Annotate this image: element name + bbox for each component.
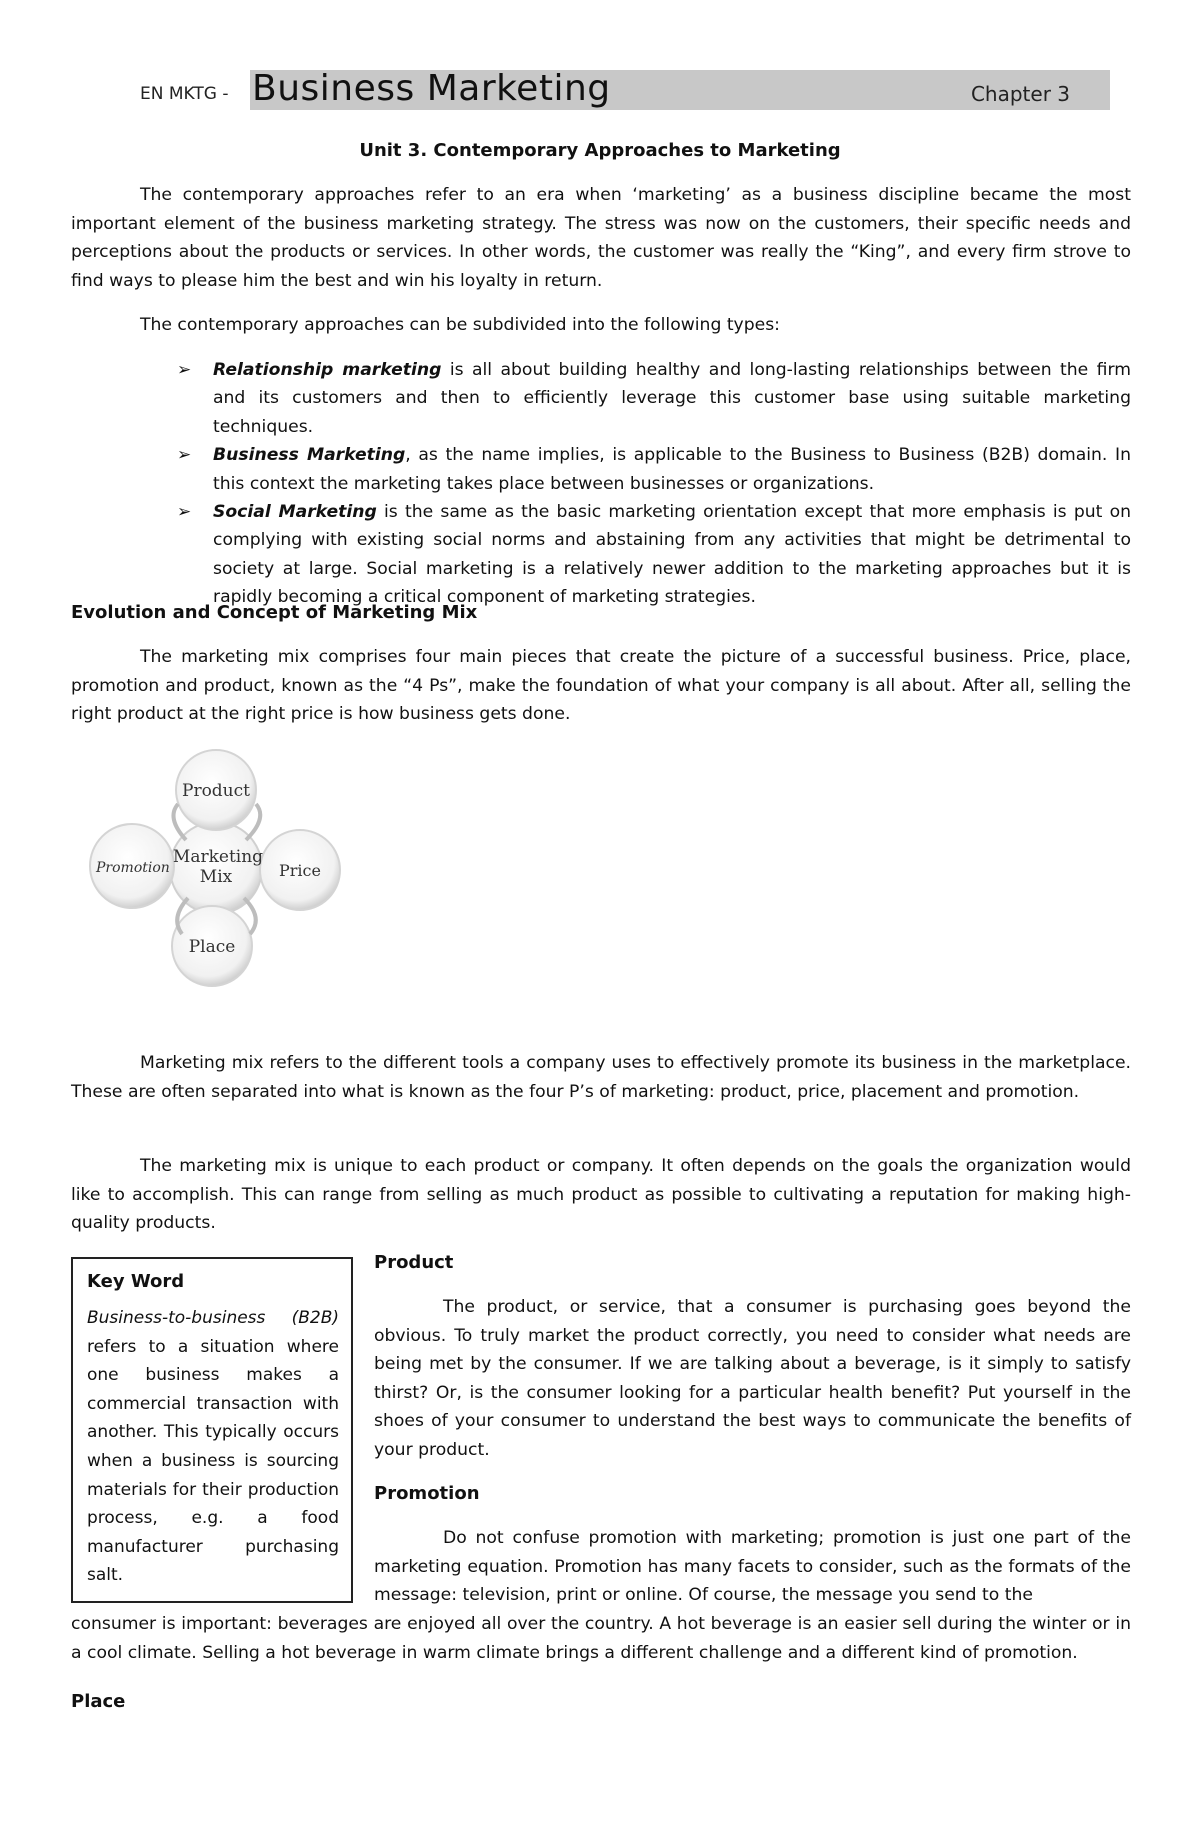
- approach-list: [177, 356, 1131, 612]
- page-title: Business Marketing: [252, 68, 611, 109]
- place-heading: Place: [71, 1691, 126, 1712]
- center-label-line1: Marketing: [172, 847, 264, 867]
- product-label: Product: [182, 781, 250, 801]
- bullet-term: Social Marketing: [213, 502, 377, 523]
- promotion-paragraph-continued: consumer is important: beverages are enjoyed all over the country. A hot beverage is an easier sell during the winter or in a cool climate. Selling a hot beverage in warm climate brings a different challenge and a different kind of promotion.: [71, 1614, 1131, 1663]
- center-label-line2: Mix: [199, 867, 233, 887]
- promotion-paragraph: Do not confuse promotion with marketing; promotion is just one part of the marketing equation. Promotion has many facets to consider, such as the formats of the message: television, print or online. Of course, the message you send to the: [374, 1528, 1131, 1606]
- key-word-term: Business-to-business (B2B): [87, 1308, 339, 1328]
- arrow-bullet-icon: ➢: [177, 445, 192, 466]
- product-heading: Product: [374, 1252, 454, 1273]
- unit-title: Unit 3. Contemporary Approaches to Marketing: [359, 140, 841, 161]
- price-label: Price: [279, 861, 321, 880]
- place-label: Place: [188, 937, 236, 957]
- promotion-label: Promotion: [96, 860, 170, 876]
- key-word-title: Key Word: [87, 1271, 185, 1292]
- product-paragraph: The product, or service, that a consumer is purchasing goes beyond the obvious. To truly market the product correctly, you need to consider what needs are being met by the consumer. If we are talking about a beverage, is it simply to satisfy thirst? Or, is the consumer looking for a particular health benefit? Put yourself in the shoes of your consumer to understand the best ways to communicate the benefits of your product.: [374, 1297, 1131, 1460]
- list-item: [177, 498, 1131, 612]
- mix-paragraph: Marketing mix refers to the different tools a company uses to effectively promote its business in the marketplace. These are often separated into what is known as the four P’s of marketing: product, price, placement and promotion.: [71, 1053, 1131, 1102]
- bullet-text: , as the name implies, is applicable to the Business to Business (B2B) domain. In this context the marketing takes place between businesses or organizations.: [213, 445, 1131, 494]
- marketing-mix-diagram: [86, 748, 356, 988]
- key-word-box: [71, 1257, 353, 1603]
- intro-paragraph: The contemporary approaches refer to an era when ‘marketing’ as a business discipline became the most important element of the business marketing strategy. The stress was now on the customers, their specific needs and perceptions about the products or services. In other words, the customer was really the “King”, and every firm strove to find ways to please him the best and win his loyalty in return.: [71, 185, 1131, 291]
- mix-unique-paragraph: The marketing mix is unique to each product or company. It often depends on the goals the organization would like to accomplish. This can range from selling as much product as possible to cultivating a reputation for making high-quality products.: [71, 1156, 1131, 1234]
- page-header: [140, 68, 1070, 112]
- list-item: [177, 356, 1131, 441]
- bullet-term: Relationship marketing: [213, 360, 442, 380]
- key-word-definition: [87, 1304, 339, 1590]
- key-word-text: refers to a situation where one business makes a commercial transaction with another. This typically occurs when a business is sourcing materials for their production process, e.g. a food manufacturer purchasing salt.: [87, 1336, 339, 1586]
- promotion-heading: Promotion: [374, 1483, 480, 1504]
- bullet-term: Business Marketing: [213, 445, 406, 466]
- arrow-bullet-icon: ➢: [177, 502, 192, 523]
- list-item: [177, 441, 1131, 498]
- course-code: EN MKTG -: [140, 84, 229, 104]
- arrow-bullet-icon: ➢: [177, 360, 192, 380]
- evolution-paragraph: The marketing mix comprises four main pieces that create the picture of a successful business. Price, place, promotion and product, known as the “4 Ps”, make the foundation of what your company is all about. After all, selling the right product at the right price is how business gets done.: [71, 647, 1131, 725]
- bullet-text: is all about building healthy and long-lasting relationships between the firm and its customers and then to efficiently leverage this customer base using suitable marketing techniques.: [213, 360, 1131, 437]
- chapter-label: Chapter 3: [970, 82, 1070, 106]
- evolution-heading: Evolution and Concept of Marketing Mix: [71, 602, 478, 623]
- intro-types-paragraph: The contemporary approaches can be subdivided into the following types:: [140, 315, 780, 335]
- bullet-text: is the same as the basic marketing orientation except that more emphasis is put on complying with existing social norms and abstaining from any activities that might be detrimental to society at large. Social marketing is a relatively newer addition to the marketing approaches but it is rapidly becoming a critical component of marketing strategies.: [213, 502, 1131, 608]
